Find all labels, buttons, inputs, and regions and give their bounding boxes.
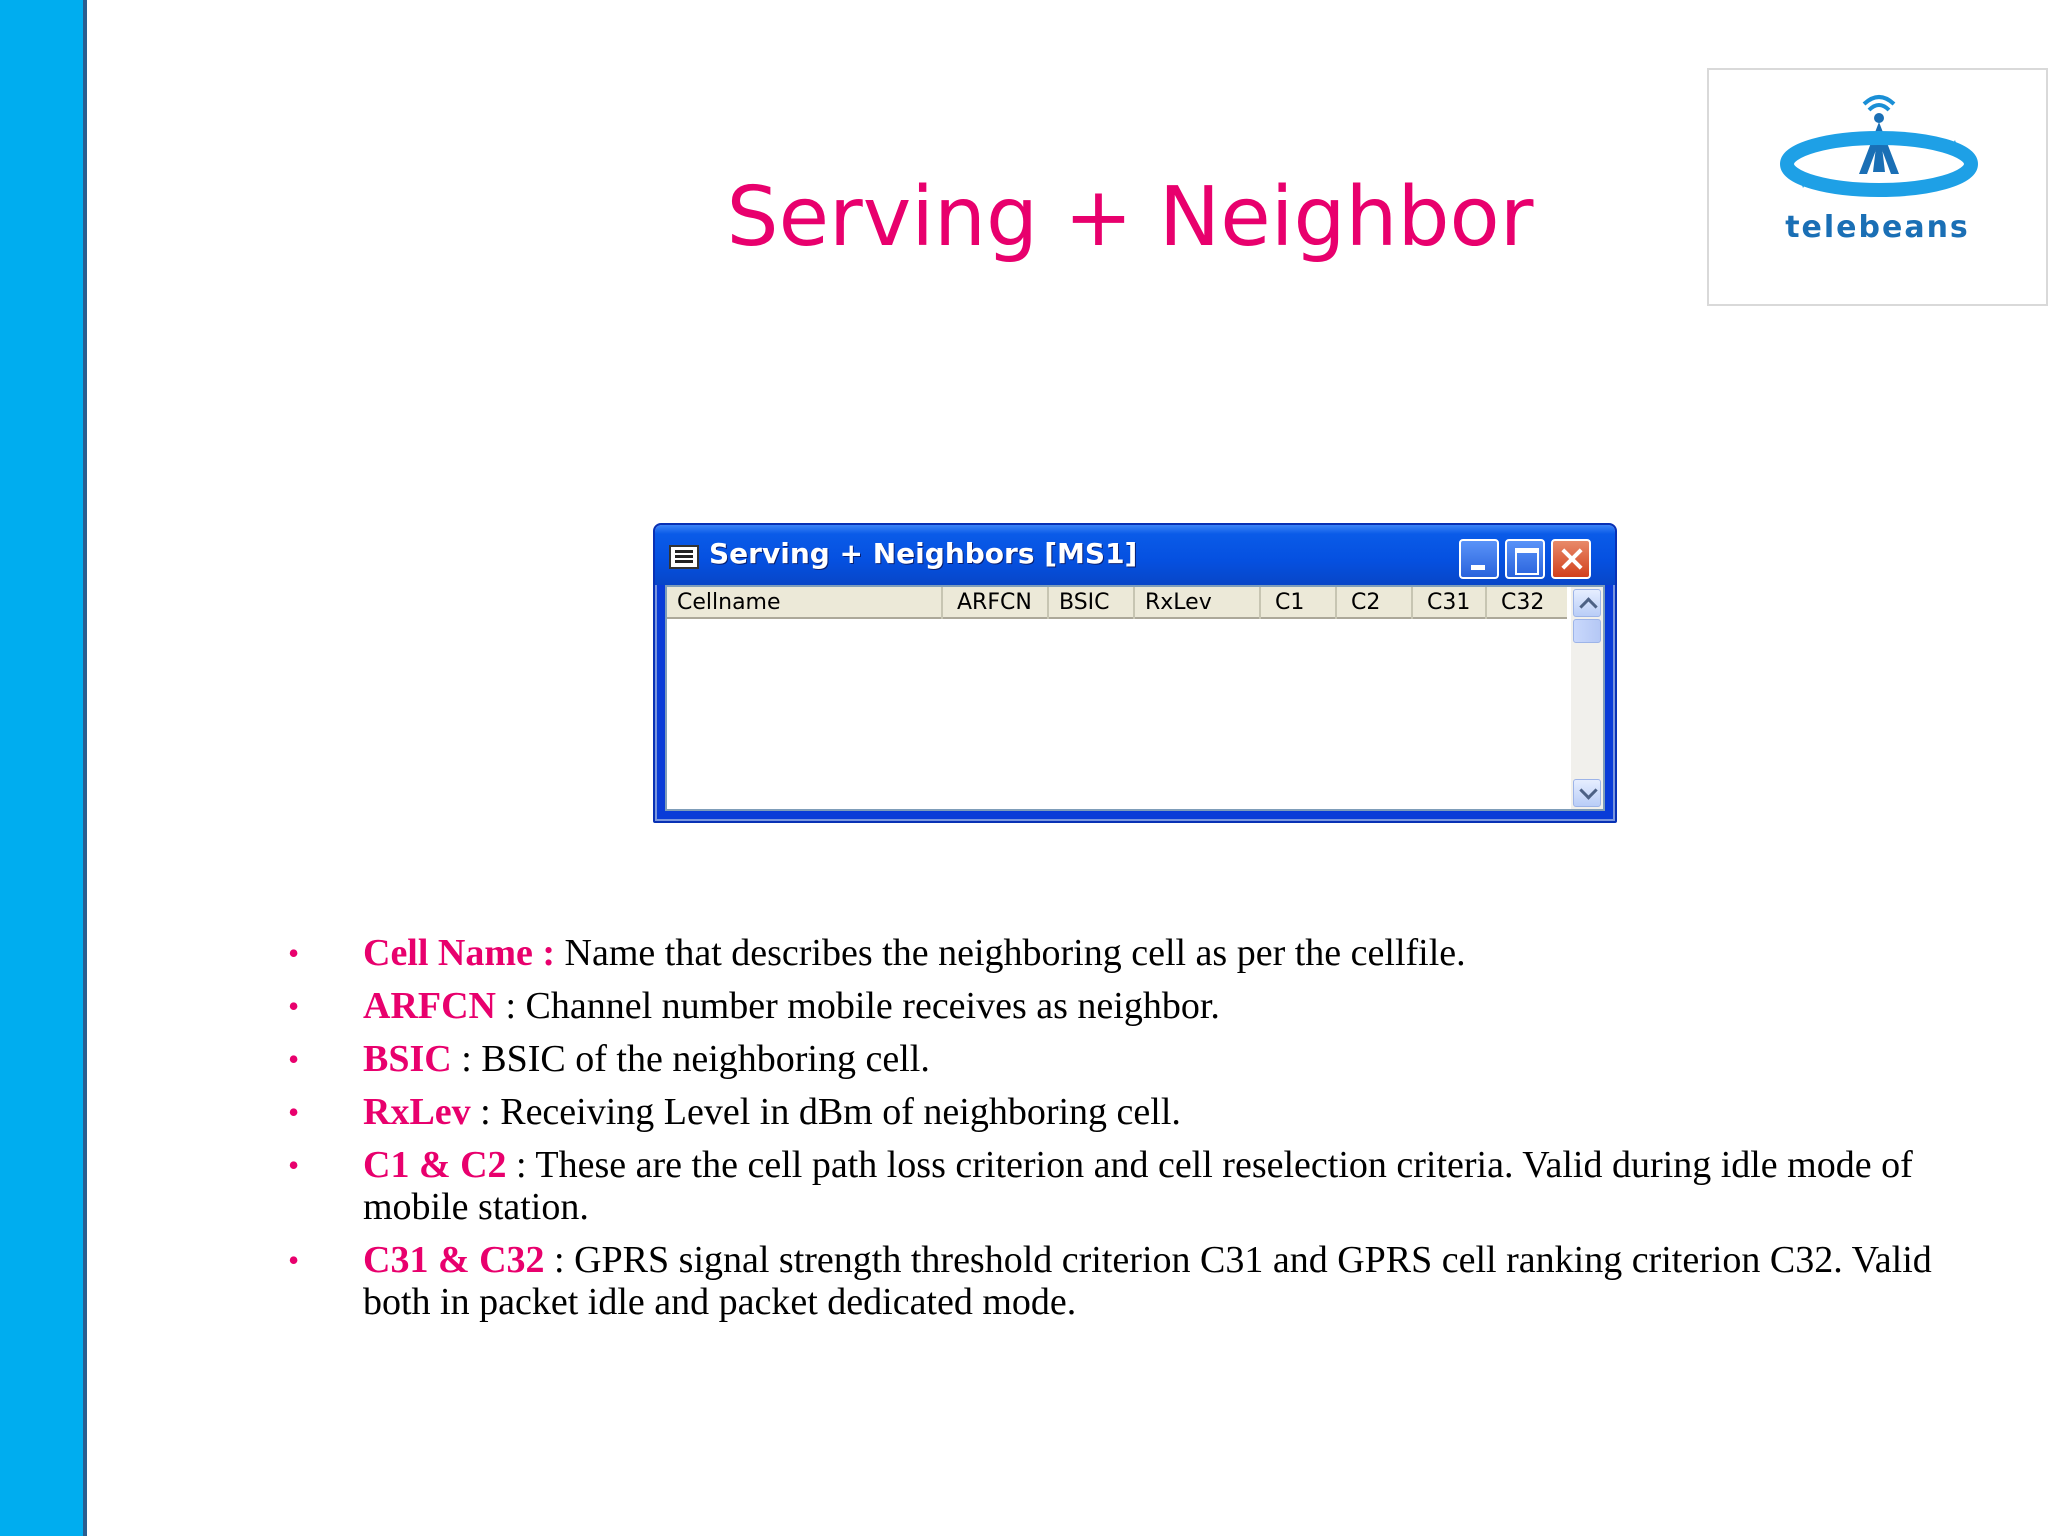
bullet-icon: • (288, 935, 300, 971)
window-titlebar[interactable] (655, 525, 1615, 585)
term-label: C31 & C32 (363, 1239, 545, 1281)
term-separator: : (470, 1091, 501, 1133)
minimize-button[interactable] (1459, 539, 1499, 579)
column-header-arfcn[interactable]: ARFCN (943, 587, 1049, 619)
scroll-down-icon[interactable] (1573, 779, 1601, 807)
list-item (280, 1091, 1980, 1133)
vertical-scrollbar[interactable] (1571, 587, 1603, 809)
column-header-rxlev[interactable]: RxLev (1135, 587, 1261, 619)
scroll-thumb[interactable] (1573, 619, 1601, 643)
definition-text: Channel number mobile receives as neighbor. (525, 985, 1220, 1027)
term-label: RxLev (363, 1091, 471, 1133)
definition-text: GPRS signal strength threshold criterion C31 and GPRS cell ranking criterion C32. Valid both in packet idle and packet dedicated mode. (363, 1239, 1932, 1323)
window-title: Serving + Neighbors [MS1] (709, 537, 1138, 570)
scroll-up-icon[interactable] (1573, 589, 1601, 617)
term-label: C1 & C2 (363, 1144, 507, 1186)
definition-list (280, 932, 1980, 1334)
bullet-icon: • (288, 1242, 300, 1278)
column-header-c1[interactable]: C1 (1261, 587, 1337, 619)
serving-neighbors-window (653, 523, 1617, 823)
column-header-c2[interactable]: C2 (1337, 587, 1413, 619)
term-separator: : (495, 985, 526, 1027)
term-separator: : (544, 1239, 575, 1281)
left-accent-bar (0, 0, 87, 1536)
maximize-button[interactable] (1505, 539, 1545, 579)
bullet-icon: • (288, 1094, 300, 1130)
column-header-c31[interactable]: C31 (1413, 587, 1487, 619)
antenna-logo-icon (1769, 92, 1989, 212)
table-window-icon (669, 545, 699, 569)
definition-text: These are the cell path loss criterion and cell reselection criteria. Valid during idle mode of mobile station. (363, 1144, 1913, 1228)
term-separator: : (506, 1144, 536, 1186)
bullet-icon: • (288, 1041, 300, 1077)
logo-text: telebeans (1785, 210, 1970, 245)
definition-text: Receiving Level in dBm of neighboring cell. (500, 1091, 1181, 1133)
definition-text: Name that describes the neighboring cell as per the cellfile. (564, 932, 1466, 974)
close-button[interactable] (1551, 539, 1591, 579)
column-header-cellname[interactable]: Cellname (667, 587, 943, 619)
bullet-icon: • (288, 1147, 300, 1183)
bullet-icon: • (288, 988, 300, 1024)
neighbor-list[interactable] (665, 585, 1605, 811)
column-header-bsic[interactable]: BSIC (1049, 587, 1135, 619)
list-item (280, 985, 1980, 1027)
term-separator: : (451, 1038, 482, 1080)
list-item (280, 932, 1980, 974)
list-item (280, 1144, 1980, 1228)
list-header (667, 587, 1567, 619)
column-header-c32[interactable]: C32 (1501, 590, 1545, 615)
definition-text: BSIC of the neighboring cell. (481, 1038, 930, 1080)
list-item (280, 1038, 1980, 1080)
telebeans-logo (1707, 68, 2048, 306)
list-item (280, 1239, 1980, 1323)
term-label: ARFCN (363, 985, 496, 1027)
term-label: BSIC (363, 1038, 452, 1080)
term-label: Cell Name (363, 932, 533, 974)
slide-title: Serving + Neighbor (726, 170, 1534, 265)
term-separator: : (532, 932, 556, 974)
